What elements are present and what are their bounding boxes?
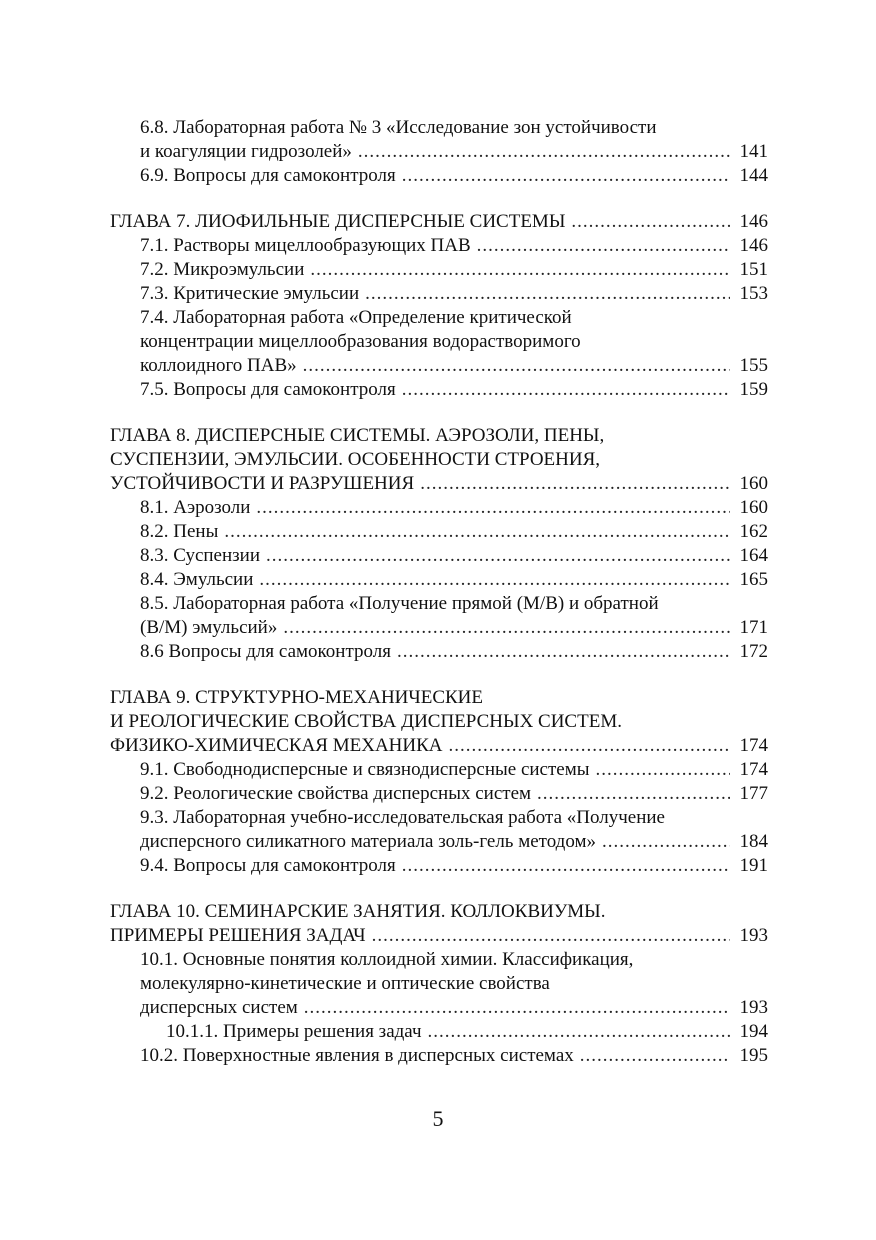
toc-entry-text: дисперсных систем	[140, 997, 298, 1018]
toc-entry	[110, 948, 768, 1020]
toc-entry-row	[140, 568, 768, 592]
dot-leader	[602, 830, 730, 854]
toc-page-number: 172	[739, 641, 768, 662]
dot-leader	[596, 758, 730, 782]
toc-chapter-entry	[110, 424, 768, 496]
toc-entry-text: 6.9. Вопросы для самоконтроля	[140, 165, 396, 186]
toc-entry-text: 9.4. Вопросы для самоконтроля	[140, 855, 396, 876]
toc-entry	[110, 568, 768, 592]
toc-page-number: 141	[739, 141, 768, 162]
toc-entry-text: ГЛАВА 9. СТРУКТУРНО-МЕХАНИЧЕСКИЕ	[110, 687, 484, 708]
toc-entry-text: и коагуляции гидрозолей»	[140, 141, 352, 162]
toc-entry	[110, 592, 768, 640]
toc-page-number: 194	[739, 1021, 768, 1042]
toc-page-number: 160	[739, 473, 768, 494]
toc-entry-row	[140, 758, 768, 782]
toc-entry-row	[140, 258, 768, 282]
dot-leader	[402, 854, 730, 878]
dot-leader	[365, 282, 730, 306]
toc-page-number: 193	[739, 997, 768, 1018]
toc-entry-text: ФИЗИКО-ХИМИЧЕСКАЯ МЕХАНИКА	[110, 735, 443, 756]
toc-page-number: 146	[739, 235, 768, 256]
toc-entry	[110, 854, 768, 878]
toc-entry-text: ГЛАВА 8. ДИСПЕРСНЫЕ СИСТЕМЫ. АЭРОЗОЛИ, ПЕНЫ,	[110, 425, 605, 446]
toc-entry-text: 7.3. Критические эмульсии	[140, 283, 360, 304]
toc-entry-text: ПРИМЕРЫ РЕШЕНИЯ ЗАДАЧ	[110, 925, 366, 946]
dot-leader	[449, 734, 731, 758]
toc-entry-row	[140, 354, 768, 378]
toc-entry-text: дисперсного силикатного материала золь-гель методом»	[140, 831, 596, 852]
dot-leader	[402, 378, 730, 402]
toc-page-number: 191	[739, 855, 768, 876]
toc-entry-text: 7.2. Микроэмульсии	[140, 259, 305, 280]
toc-entry-text: 8.1. Аэрозоли	[140, 497, 251, 518]
toc-chapter-entry	[110, 900, 768, 948]
toc-entry-text: 9.1. Свободнодисперсные и связнодисперсные системы	[140, 759, 590, 780]
toc-section	[110, 900, 768, 1068]
dot-leader	[358, 140, 730, 164]
toc-entry	[110, 782, 768, 806]
dot-leader	[304, 996, 730, 1020]
toc-entry-text: УСТОЙЧИВОСТИ И РАЗРУШЕНИЯ	[110, 473, 415, 494]
toc-entry-row	[110, 924, 768, 948]
toc-entry	[110, 496, 768, 520]
toc-entry-text: 10.2. Поверхностные явления в дисперсных системах	[140, 1045, 574, 1066]
dot-leader	[310, 258, 730, 282]
toc-entry-text: 8.4. Эмульсии	[140, 569, 254, 590]
toc-entry-text: ГЛАВА 7. ЛИОФИЛЬНЫЕ ДИСПЕРСНЫЕ СИСТЕМЫ	[110, 211, 566, 232]
dot-leader	[224, 520, 730, 544]
dot-leader	[571, 210, 730, 234]
toc-entry-text: ГЛАВА 10. СЕМИНАРСКИЕ ЗАНЯТИЯ. КОЛЛОКВИУМЫ.	[110, 901, 606, 922]
toc-chapter-entry	[110, 210, 768, 234]
dot-leader	[537, 782, 730, 806]
toc-entry-text: 9.2. Реологические свойства дисперсных систем	[140, 783, 532, 804]
toc-entry	[110, 758, 768, 782]
toc-entry-text: И РЕОЛОГИЧЕСКИЕ СВОЙСТВА ДИСПЕРСНЫХ СИСТЕМ.	[110, 711, 622, 732]
toc-entry	[110, 378, 768, 402]
toc-entry-row	[140, 234, 768, 258]
toc-entry	[110, 640, 768, 664]
dot-leader	[402, 164, 730, 188]
toc-entry-text: (В/М) эмульсий»	[140, 617, 278, 638]
toc-entry-row	[110, 734, 768, 758]
dot-leader	[428, 1020, 730, 1044]
toc-entry-text: концентрации мицеллообразования водорастворимого	[140, 331, 581, 352]
toc-entry-row	[110, 472, 768, 496]
toc-entry-row	[140, 140, 768, 164]
table-of-contents	[110, 116, 768, 1090]
toc-section	[110, 116, 768, 188]
toc-entry-text: 9.3. Лабораторная учебно-исследовательская работа «Получение	[140, 807, 665, 828]
toc-entry	[110, 116, 768, 164]
toc-entry-text: 8.6 Вопросы для самоконтроля	[140, 641, 391, 662]
toc-entry	[110, 282, 768, 306]
toc-page-number: 162	[739, 521, 768, 542]
dot-leader	[397, 640, 730, 664]
toc-section	[110, 210, 768, 402]
toc-entry	[110, 164, 768, 188]
dot-leader	[420, 472, 730, 496]
toc-page-number: 160	[739, 497, 768, 518]
toc-section	[110, 686, 768, 878]
toc-entry-row	[140, 282, 768, 306]
toc-entry-text: коллоидного ПАВ»	[140, 355, 297, 376]
toc-entry	[110, 234, 768, 258]
toc-entry-text: СУСПЕНЗИИ, ЭМУЛЬСИИ. ОСОБЕННОСТИ СТРОЕНИЯ,	[110, 449, 601, 470]
toc-entry-row	[140, 640, 768, 664]
toc-page-number: 151	[739, 259, 768, 280]
toc-page-number: 153	[739, 283, 768, 304]
toc-page-number: 146	[739, 211, 768, 232]
toc-entry-text: 10.1. Основные понятия коллоидной химии. Классификация,	[140, 949, 634, 970]
toc-entry	[110, 1020, 768, 1044]
toc-page-number: 144	[739, 165, 768, 186]
toc-entry-row	[140, 544, 768, 568]
toc-entry-row	[166, 1020, 768, 1044]
toc-entry	[110, 258, 768, 282]
toc-entry-text: 8.5. Лабораторная работа «Получение прямой (М/В) и обратной	[140, 593, 659, 614]
toc-entry-row	[110, 210, 768, 234]
toc-entry	[110, 1044, 768, 1068]
toc-page-number: 193	[739, 925, 768, 946]
toc-entry-row	[140, 616, 768, 640]
dot-leader	[259, 568, 730, 592]
dot-leader	[256, 496, 730, 520]
toc-page-number: 155	[739, 355, 768, 376]
toc-entry-text: 7.1. Растворы мицеллообразующих ПАВ	[140, 235, 471, 256]
toc-section	[110, 424, 768, 664]
toc-page-number: 184	[739, 831, 768, 852]
toc-entry	[110, 544, 768, 568]
toc-entry-row	[140, 1044, 768, 1068]
toc-entry-row	[140, 378, 768, 402]
toc-entry-row	[140, 520, 768, 544]
toc-page-number: 159	[739, 379, 768, 400]
toc-entry-row	[140, 854, 768, 878]
toc-entry-text: 7.4. Лабораторная работа «Определение критической	[140, 307, 572, 328]
page-number: 5	[432, 1106, 444, 1131]
toc-chapter-entry	[110, 686, 768, 758]
toc-entry	[110, 806, 768, 854]
toc-page-number: 171	[739, 617, 768, 638]
dot-leader	[580, 1044, 730, 1068]
dot-leader	[477, 234, 730, 258]
toc-entry-row	[140, 996, 768, 1020]
toc-page-number: 174	[739, 759, 768, 780]
toc-page-number: 165	[739, 569, 768, 590]
dot-leader	[283, 616, 730, 640]
toc-entry-text: 7.5. Вопросы для самоконтроля	[140, 379, 396, 400]
dot-leader	[372, 924, 730, 948]
dot-leader	[303, 354, 730, 378]
toc-page-number: 164	[739, 545, 768, 566]
toc-entry-row	[140, 782, 768, 806]
toc-entry-text: 8.3. Суспензии	[140, 545, 260, 566]
toc-entry-text: молекулярно-кинетические и оптические свойства	[140, 973, 550, 994]
toc-entry-row	[140, 496, 768, 520]
toc-page-number: 177	[739, 783, 768, 804]
toc-page-number: 195	[739, 1045, 768, 1066]
toc-page-number: 174	[739, 735, 768, 756]
toc-entry-row	[140, 830, 768, 854]
toc-entry-row	[140, 164, 768, 188]
toc-entry-text: 10.1.1. Примеры решения задач	[166, 1021, 422, 1042]
toc-entry-text: 8.2. Пены	[140, 521, 219, 542]
dot-leader	[266, 544, 730, 568]
toc-entry	[110, 306, 768, 378]
toc-entry	[110, 520, 768, 544]
toc-entry-text: 6.8. Лабораторная работа № 3 «Исследование зон устойчивости	[140, 117, 657, 138]
